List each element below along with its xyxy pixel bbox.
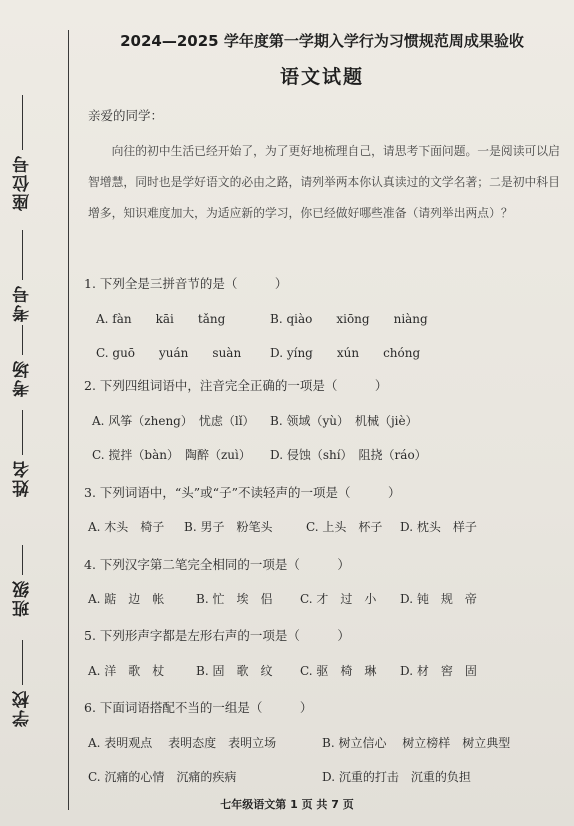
binding-strip (0, 0, 68, 826)
q5-option-b: B. 固 歌 纹 (196, 664, 273, 678)
q1-option-d: D. yíng xún chóng (270, 346, 421, 360)
q6-option-a: A. 表明观点 表明态度 表明立场 (88, 736, 277, 750)
exam-room-field (10, 325, 35, 397)
question-5-stem: 5. 下列形声字都是左形右声的一项是（ ） (84, 628, 350, 643)
exam-no-field (10, 230, 35, 322)
exam-no-label: 考号 (13, 284, 33, 322)
q1-option-a: A. fàn kāi tǎng (96, 312, 226, 326)
q2-option-a: A. 风筝（zheng） 忧虑（lǐ） (92, 414, 255, 428)
q2-option-c: C. 搅拌（bàn） 陶醉（zuì） (92, 448, 251, 462)
binding-line (68, 30, 69, 810)
q5-option-d: D. 材 窖 固 (400, 664, 477, 678)
q5-option-c: C. 驱 椅 琳 (300, 664, 377, 678)
q3-option-b: B. 男子 粉笔头 (184, 520, 273, 534)
question-6-stem: 6. 下面词语搭配不当的一组是（ ） (84, 700, 313, 715)
school-field (10, 640, 35, 727)
q2-option-b: B. 领域（yù） 机械（jiè） (270, 414, 418, 428)
class-field (10, 545, 35, 617)
exam-title: 2024—2025 学年度第一学期入学行为习惯规范周成果验收 (120, 32, 524, 50)
q5-option-a: A. 洋 歌 杖 (88, 664, 165, 678)
name-label: 姓名 (13, 459, 33, 497)
q2-option-d: D. 侵蚀（shí） 阻挠（ráo） (270, 448, 427, 462)
q3-option-a: A. 木头 椅子 (88, 520, 165, 534)
q6-option-b: B. 树立信心 树立榜样 树立典型 (322, 736, 511, 750)
class-label: 班级 (13, 579, 33, 617)
q3-option-d: D. 枕头 样子 (400, 520, 477, 534)
q1-option-b: B. qiào xiōng niàng (270, 312, 428, 326)
question-2-stem: 2. 下列四组词语中，注音完全正确的一项是（ ） (84, 378, 388, 393)
greeting: 亲爱的同学： (88, 108, 164, 123)
q4-option-a: A. 踮 边 帐 (88, 592, 165, 606)
q6-option-c: C. 沉痛的心情 沉痛的疾病 (88, 770, 237, 784)
seat-label: 座位号 (13, 154, 33, 211)
q4-option-d: D. 钝 规 帝 (400, 592, 477, 606)
question-4-stem: 4. 下列汉字第二笔完全相同的一项是（ ） (84, 557, 350, 572)
q6-option-d: D. 沉重的打击 沉重的负担 (322, 770, 471, 784)
school-label: 学校 (13, 689, 33, 727)
exam-room-label: 考场 (13, 359, 33, 397)
exam-subtitle: 语文试题 (279, 66, 364, 88)
q4-option-b: B. 忙 埃 侣 (196, 592, 273, 606)
intro-paragraph: 向往的初中生活已经开始了，为了更好地梳理自己，请思考下面问题。一是阅读可以启智增慧，同时也是学好语文的必由之路，请列举两本你认真读过的文学名著；二是初中科目增多，知识难度加大，为适应新的学习，你已经做好哪些准备（请列举出两点）？ (88, 144, 560, 220)
seat-field (10, 95, 35, 211)
page-footer: 七年级语文第 1 页 共 7 页 (220, 798, 354, 811)
q4-option-c: C. 才 过 小 (300, 592, 377, 606)
question-1-stem: 1. 下列全是三拼音节的是（ ） (84, 276, 288, 291)
name-field (10, 410, 35, 497)
question-3-stem: 3. 下列词语中，“头”或“子”不读轻声的一项是（ ） (84, 485, 401, 500)
q3-option-c: C. 上头 杯子 (306, 520, 383, 534)
q1-option-c: C. guō yuán suàn (96, 346, 242, 360)
